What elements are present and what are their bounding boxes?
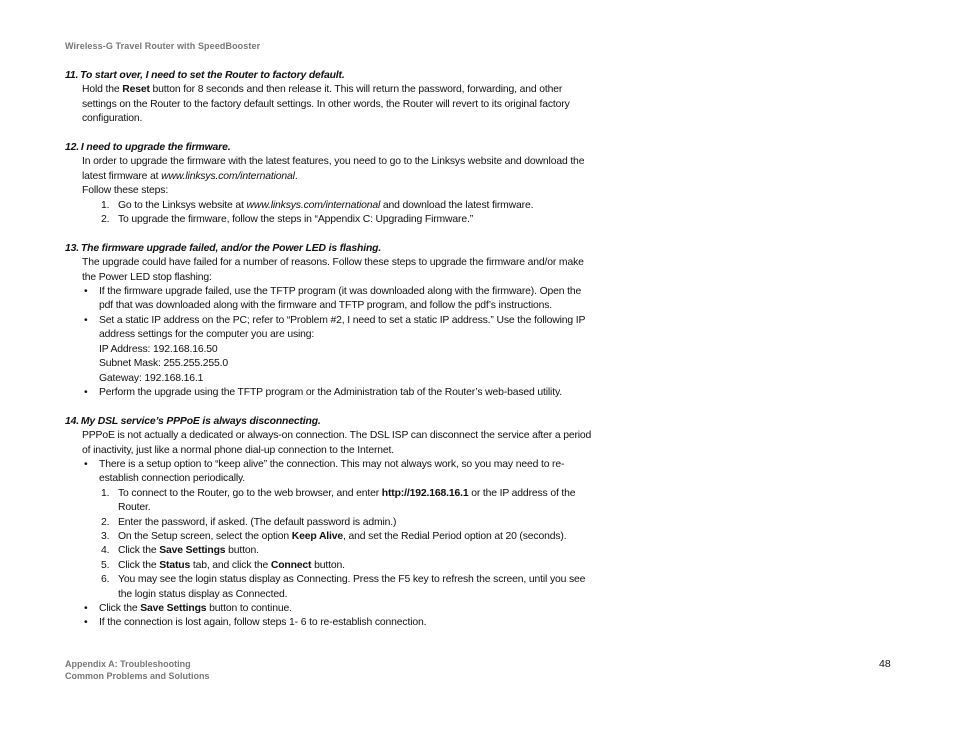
list-item <box>101 487 595 516</box>
numbered-list <box>82 487 595 602</box>
document-body <box>65 69 595 631</box>
text-run: , and set the Redial Period option at 20 (seconds). <box>343 530 567 542</box>
connect-term: Connect <box>270 559 312 571</box>
paragraph: The upgrade could have failed for a number of reasons. Follow these steps to upgrade the firmware and/or make the Power LED stop flashing: <box>82 257 584 283</box>
list-number: 2. <box>101 516 110 528</box>
text-run: In order to upgrade the firmware with the latest features, you need to go to the Linksys website and download the latest firmware at <box>82 156 585 182</box>
text-run: button. <box>225 545 259 557</box>
bullet-list <box>82 602 595 631</box>
text-run: Hold the <box>82 84 123 96</box>
faq-answer-13 <box>65 256 595 400</box>
faq-question-11: 11. To start over, I need to set the Router to factory default. <box>65 70 345 81</box>
list-item <box>101 199 595 213</box>
faq-question-13: 13. The firmware upgrade failed, and/or the Power LED is flashing. <box>65 242 382 254</box>
faq-answer-14 <box>65 429 595 631</box>
reset-term: Reset <box>122 84 150 96</box>
list-item <box>82 602 595 616</box>
list-item <box>101 573 595 602</box>
text-run: On the Setup screen, select the option <box>118 530 292 542</box>
list-item <box>101 559 595 573</box>
text-run: and download the latest firmware. <box>380 199 534 211</box>
status-term: Status <box>159 559 191 571</box>
footer-section: Appendix A: Troubleshooting <box>65 659 191 669</box>
faq-answer-11 <box>65 83 595 126</box>
paragraph: Follow these steps: <box>82 185 169 197</box>
list-item <box>82 458 595 487</box>
bullet-list <box>82 285 595 400</box>
text-run: Click the <box>118 545 160 557</box>
faq-question-12: 12. I need to upgrade the firmware. <box>65 142 231 154</box>
paragraph <box>82 155 595 184</box>
list-number: 5. <box>101 559 110 571</box>
subnet-mask-setting: Subnet Mask: 255.255.255.0 <box>99 358 228 370</box>
list-item <box>101 530 595 544</box>
list-number: 1. <box>101 487 110 499</box>
text-run: • Set a static IP address on the PC; refer to “Problem #2, I need to set a static IP address.” Use the following IP address settings for the computer you are using: <box>99 314 586 341</box>
text-run: button for 8 seconds and then release it. This will return the password, forwarding, and other settings on the Router to the factory default settings. In other words, the Router will revert to its original factory configuration. <box>82 84 570 125</box>
text-run: button. <box>311 559 345 571</box>
text-run: or the IP address of the Router. <box>118 487 576 514</box>
save-settings-term: Save Settings <box>159 545 226 557</box>
router-url: http://192.168.16.1 <box>381 487 469 499</box>
paragraph: PPPoE is not actually a dedicated or always-on connection. The DSL ISP can disconnect the service after a period of inactivity, just like a normal phone dial-up connection to the Internet. <box>82 430 592 456</box>
text-run: • There is a setup option to “keep alive” the connection. This may not always work, so you may need to re-establish connection periodically. <box>99 458 565 485</box>
running-header: Wireless-G Travel Router with SpeedBooster <box>65 41 261 51</box>
text-run: tab, and click the <box>190 559 271 571</box>
text-run: Click the <box>99 602 141 614</box>
list-number: 4. <box>101 545 110 557</box>
text-run: . <box>294 170 298 182</box>
page-footer <box>65 658 210 682</box>
text-run: To connect to the Router, go to the web browser, and enter <box>118 487 382 499</box>
text-run: To upgrade the firmware, follow the steps in “Appendix C: Upgrading Firmware.” <box>118 214 474 226</box>
list-number: 1. <box>101 199 110 211</box>
list-item <box>101 516 595 530</box>
page-number: 48 <box>879 658 891 670</box>
list-item: • If the firmware upgrade failed, use the TFTP program (it was downloaded along with the firmware). Open the pdf that was downloaded along with the firmware and TFTP program, and follow the pdf’s instructions. <box>82 285 595 314</box>
bullet-list <box>82 458 595 487</box>
keep-alive-term: Keep Alive <box>291 530 344 542</box>
text-run: Click the <box>118 559 160 571</box>
faq-item-14 <box>65 415 595 631</box>
list-number: 3. <box>101 530 110 542</box>
list-item: • Perform the upgrade using the TFTP program or the Administration tab of the Router’s web-based utility. <box>82 386 595 400</box>
text-run: Enter the password, if asked. (The default password is admin.) <box>118 516 397 528</box>
list-number: 6. <box>101 574 110 586</box>
linksys-url: www.linksys.com/international <box>246 199 381 211</box>
ip-address-setting: IP Address: 192.168.16.50 <box>99 343 218 355</box>
faq-item-11 <box>65 69 595 127</box>
text-run: button to continue. <box>206 602 292 614</box>
text-run: Go to the Linksys website at <box>118 199 247 211</box>
faq-answer-12 <box>65 155 595 227</box>
footer-subsection: Common Problems and Solutions <box>65 671 210 681</box>
numbered-list <box>82 199 595 228</box>
gateway-setting: Gateway: 192.168.16.1 <box>99 372 204 384</box>
list-item <box>101 544 595 558</box>
faq-item-13 <box>65 242 595 400</box>
list-item <box>101 213 595 227</box>
faq-question-14: 14. My DSL service’s PPPoE is always disconnecting. <box>65 415 321 427</box>
list-item <box>82 314 595 386</box>
list-item: • If the connection is lost again, follow steps 1- 6 to re-establish connection. <box>82 616 595 630</box>
text-run: You may see the login status display as Connecting. Press the F5 key to refresh the screen, until you see the login status display as Connected. <box>118 574 586 600</box>
list-number: 2. <box>101 214 110 226</box>
save-settings-term: Save Settings <box>140 602 207 614</box>
faq-item-12 <box>65 141 595 227</box>
linksys-url: www.linksys.com/international <box>161 170 295 182</box>
